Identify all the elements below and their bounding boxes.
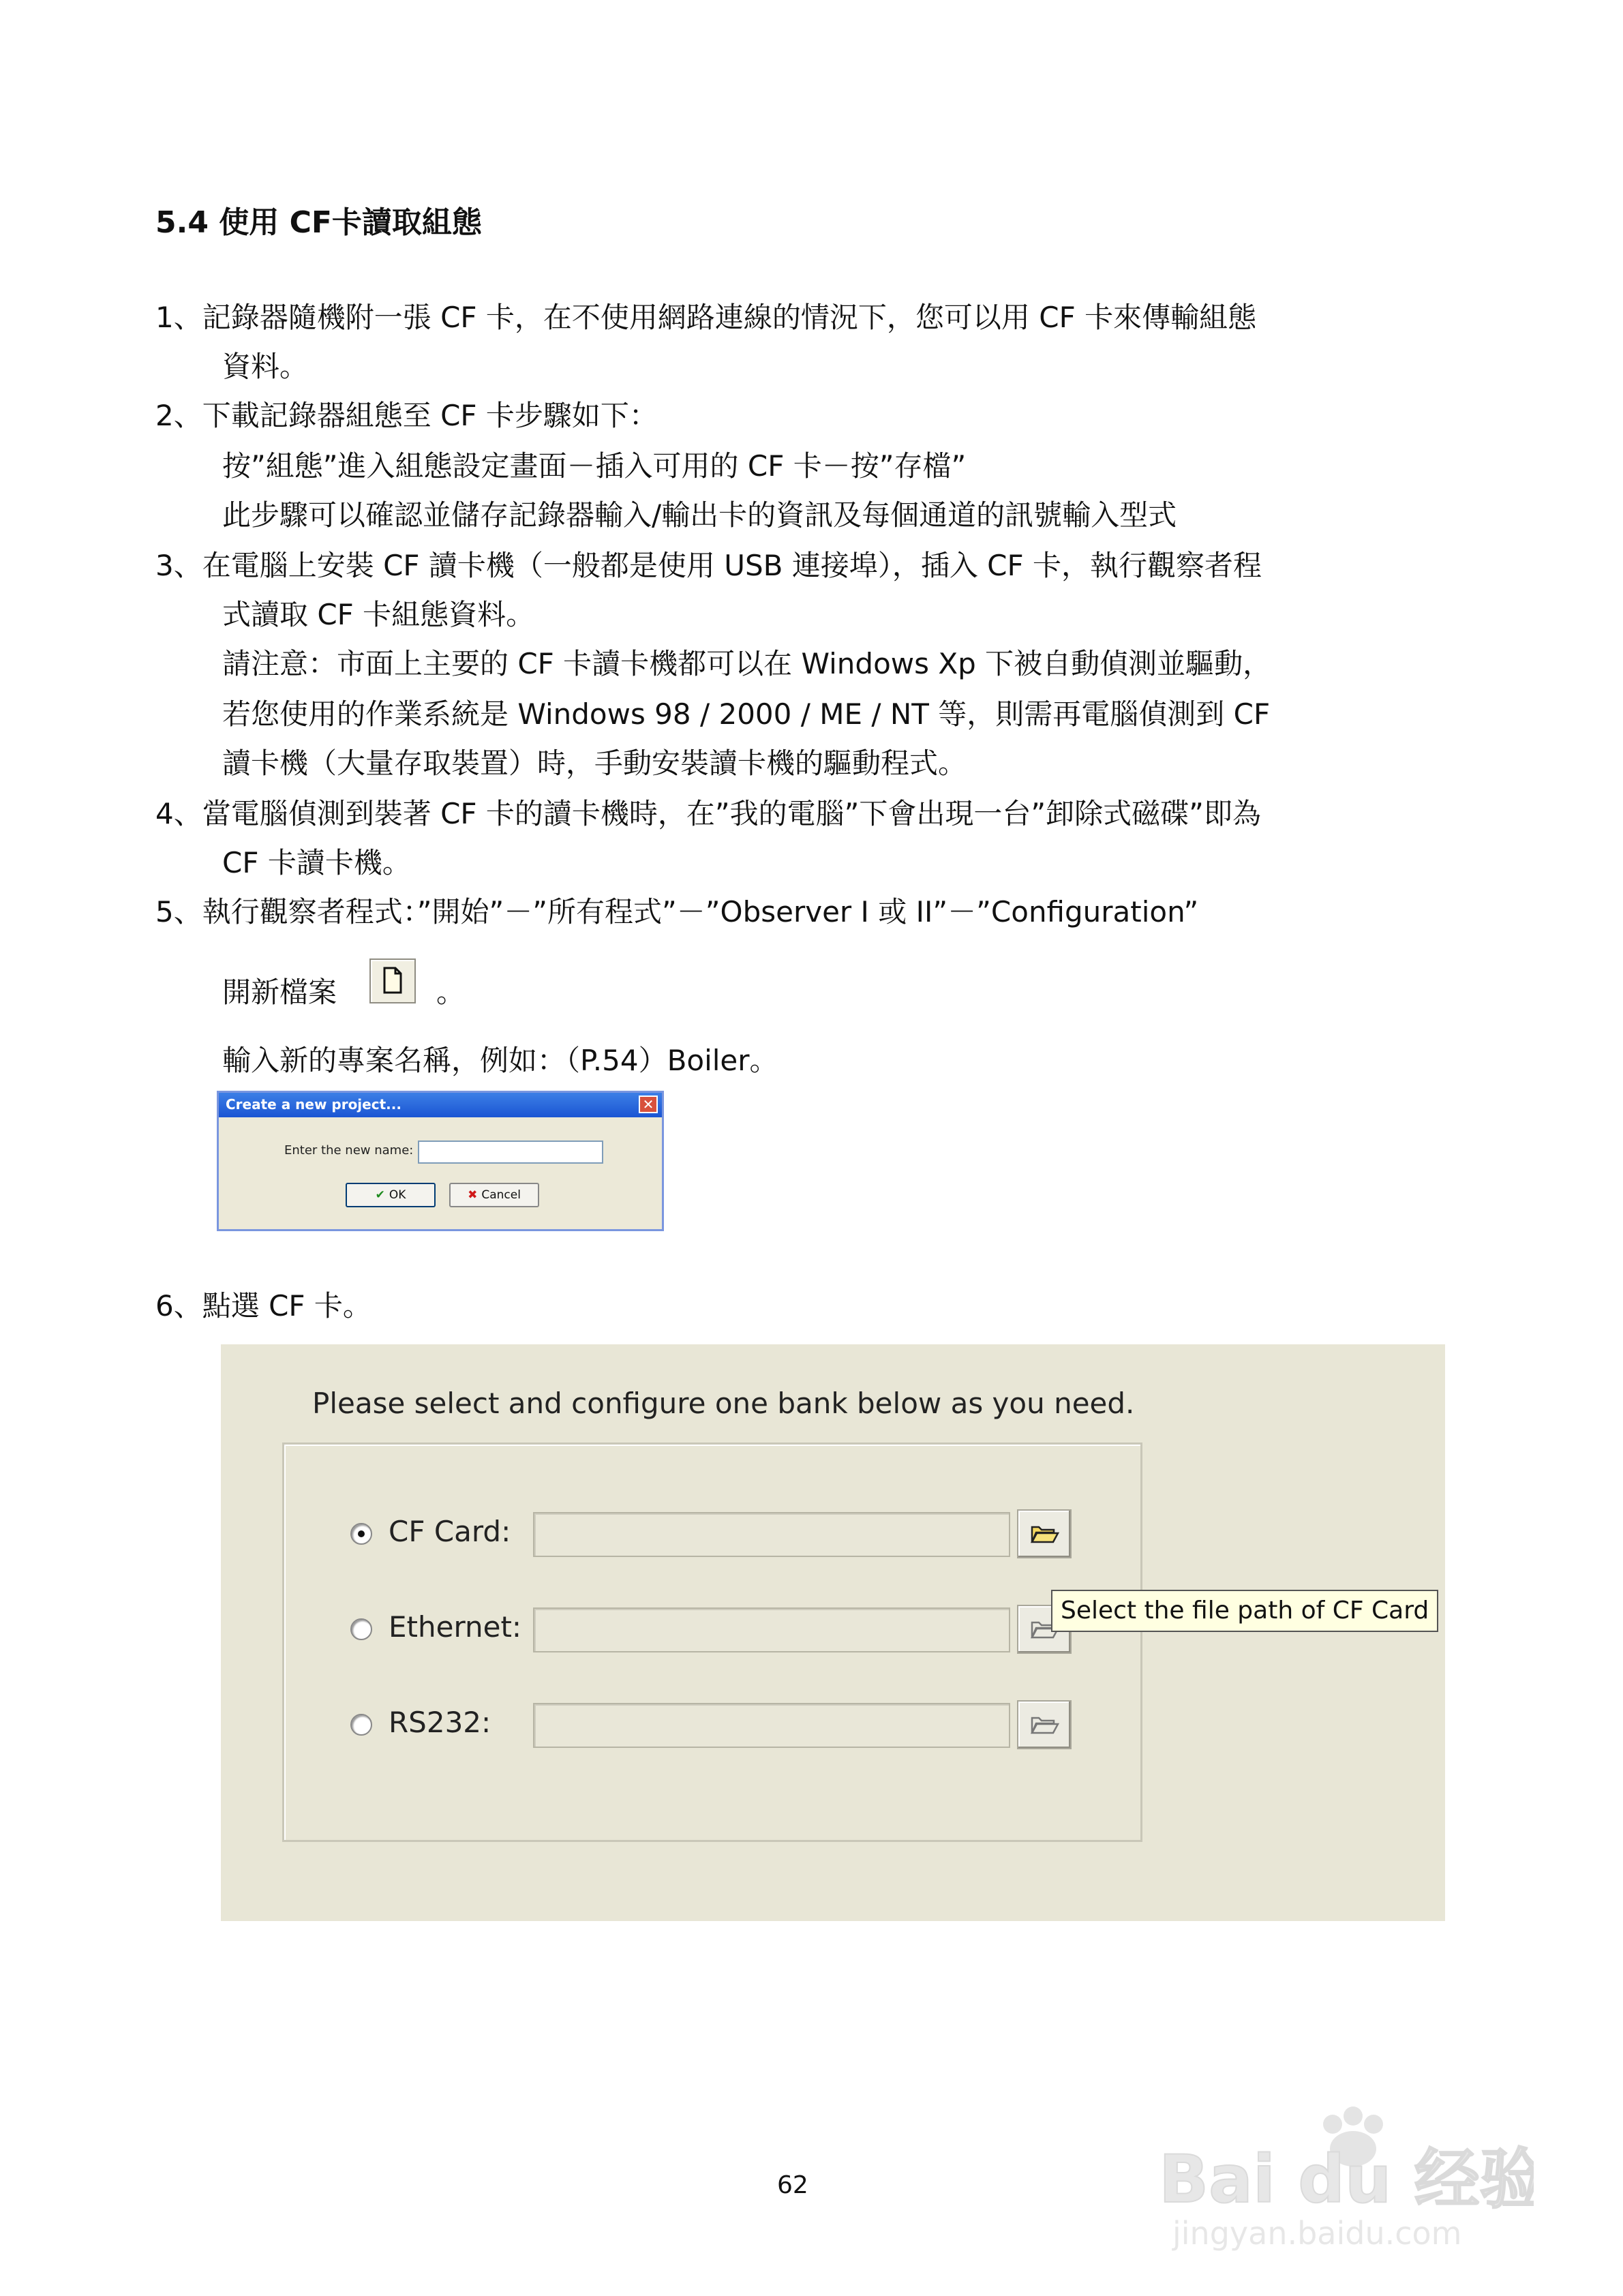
text-line: 按”組態”進入組態設定畫面－插入可用的 CF 卡－按”存檔”: [222, 449, 967, 483]
baidu-jingyan-watermark: [1152, 2093, 1534, 2256]
text-line: CF 卡讀卡機。: [222, 846, 411, 879]
close-icon[interactable]: ✕: [639, 1096, 658, 1113]
rs232-radio[interactable]: [350, 1714, 372, 1736]
section-heading: 5.4 使用 CF卡讀取組態: [155, 205, 482, 240]
text-line: 若您使用的作業系統是 Windows 98 / 2000 / ME / NT 等，則需再電腦偵測到 CF: [222, 697, 1271, 731]
cf-card-path-field[interactable]: [533, 1512, 1010, 1557]
text-line: 資料。: [222, 350, 309, 383]
panel-instruction: Please select and configure one bank below as you need.: [312, 1387, 1135, 1420]
text-line: 請注意：市面上主要的 CF 卡讀卡機都可以在 Windows Xp 下被自動偵測並驅動，: [222, 647, 1272, 680]
dialog-title-bar: [219, 1093, 662, 1117]
new-file-icon: [371, 960, 414, 1002]
rs232-label: RS232:: [389, 1706, 491, 1739]
cancel-x-icon: ✖: [468, 1188, 478, 1202]
watermark-brand: Bai du 经验: [1159, 2141, 1534, 2218]
text-line: 3、在電腦上安裝 CF 讀卡機（一般都是使用 USB 連接埠），插入 CF 卡，執行觀察者程: [155, 549, 1262, 582]
dialog-title: Create a new project...: [226, 1096, 401, 1113]
cancel-label: Cancel: [481, 1188, 521, 1202]
new-name-input[interactable]: [418, 1141, 603, 1164]
ethernet-label: Ethernet:: [389, 1610, 522, 1644]
check-icon: ✔: [375, 1188, 385, 1202]
create-project-dialog: [217, 1091, 664, 1231]
cf-card-browse-button[interactable]: [1017, 1509, 1072, 1558]
text-line: 6、點選 CF 卡。: [155, 1289, 371, 1323]
new-file-button[interactable]: [369, 958, 416, 1003]
text-line: 4、當電腦偵測到裝著 CF 卡的讀卡機時，在”我的電腦”下會出現一台”卸除式磁碟”即為: [155, 797, 1261, 830]
text-line: 輸入新的專案名稱，例如：（P.54）Boiler。: [222, 1044, 778, 1077]
rs232-browse-button[interactable]: [1017, 1700, 1072, 1749]
rs232-path-field[interactable]: [533, 1703, 1010, 1748]
text-line: 2、下載記錄器組態至 CF 卡步驟如下：: [155, 399, 658, 432]
page-number: 62: [777, 2171, 808, 2199]
folder-open-icon: [1018, 1702, 1070, 1748]
ethernet-path-field[interactable]: [533, 1607, 1010, 1652]
text-line: 。: [436, 976, 466, 1009]
new-name-label: Enter the new name:: [284, 1143, 414, 1158]
cf-card-tooltip: Select the file path of CF Card: [1051, 1590, 1438, 1632]
ok-label: OK: [389, 1188, 406, 1202]
ethernet-radio[interactable]: [350, 1618, 372, 1640]
text-line: 讀卡機（大量存取裝置）時，手動安裝讀卡機的驅動程式。: [222, 746, 967, 780]
bank-select-panel: [221, 1344, 1445, 1921]
cancel-button[interactable]: [449, 1183, 539, 1207]
text-line: 此步驟可以確認並儲存記錄器輸入/輸出卡的資訊及每個通道的訊號輸入型式: [222, 498, 1177, 532]
cf-card-label: CF Card:: [389, 1515, 511, 1548]
text-line: 開新檔案: [222, 976, 337, 1009]
ok-button[interactable]: [346, 1183, 436, 1207]
text-line: 式讀取 CF 卡組態資料。: [222, 598, 535, 631]
watermark-url: jingyan.baidu.com: [1172, 2215, 1462, 2252]
folder-open-icon: [1018, 1511, 1070, 1557]
text-line: 5、執行觀察者程式：”開始”－”所有程式”－”Observer I 或 II”－”Configuration”: [155, 895, 1199, 928]
cf-card-radio[interactable]: [350, 1523, 372, 1545]
text-line: 1、記錄器隨機附一張 CF 卡，在不使用網路連線的情況下，您可以用 CF 卡來傳輸組態: [155, 301, 1257, 334]
